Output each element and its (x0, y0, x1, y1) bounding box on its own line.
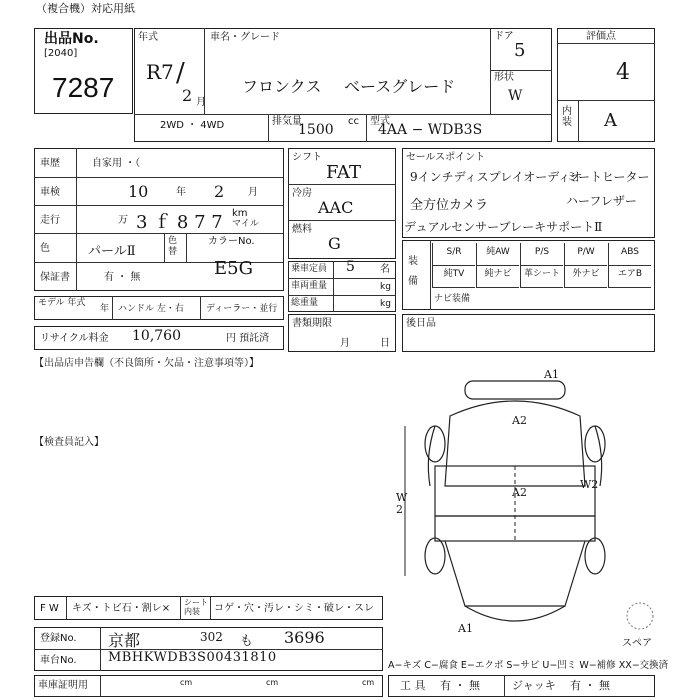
equip-item: エアB (608, 265, 651, 288)
navi-label: ナビ装備 (434, 294, 471, 304)
vin-label: 車台No. (40, 655, 77, 666)
reg-plate: 3696 (284, 628, 325, 647)
dmg-a2-hood: A2 (512, 414, 527, 427)
lot-code: [2040] (44, 48, 78, 59)
ac-value: AAC (318, 198, 354, 217)
ac-label: 冷房 (292, 188, 312, 199)
shape-value: W (508, 88, 523, 104)
equip-item: 外ナビ (564, 265, 607, 288)
equip-item: ABS (608, 243, 651, 266)
reg-pref: 京都 (108, 631, 141, 650)
lot-number: 7287 (52, 72, 115, 103)
color-label: 色 (40, 243, 50, 254)
equip-label: 装備 (408, 256, 418, 287)
mileage-label: 走行 (40, 215, 60, 226)
disp-value: 1500 (298, 122, 334, 138)
score-value: 4 (616, 60, 630, 85)
weight-unit: kg (380, 282, 391, 292)
equip-item: 純ナビ (476, 265, 519, 288)
inspection-month-unit: 月 (248, 187, 258, 198)
equip-item: P/W (564, 243, 607, 266)
selling-line3: デュアルセンサーブレーキサポートⅡ (404, 220, 603, 234)
total-weight-unit: kg (380, 299, 391, 309)
car-grade: ベースグレード (344, 77, 456, 96)
capacity-value: 5 (346, 259, 355, 275)
reg-kana: も (240, 634, 254, 649)
car-name: フロンクス (242, 77, 322, 96)
handle: ハンドル 左・右 (118, 304, 184, 314)
warranty-value: 有 ・ 無 (104, 272, 141, 283)
key-legend: A−キズ C−腐食 E−エクボ S−サビ U−凹ミ W−補修 XX−交換済 (388, 660, 669, 671)
records-month: 月 (340, 338, 350, 349)
color-value: パールⅡ (88, 244, 136, 259)
model-year-label: モデル 年式 (38, 298, 86, 308)
doors-value: 5 (514, 40, 526, 61)
records-label: 書類期限 (292, 318, 332, 329)
dealer: ディーラー・並行 (206, 304, 278, 314)
interior-label: 内装 (562, 106, 572, 128)
color-henkou: 色替 (168, 236, 178, 257)
tools-label: 工 具 (400, 679, 426, 692)
fuel-value: G (328, 234, 341, 253)
history-label: 車歴 (40, 158, 60, 169)
weight-label: 車両重量 (291, 281, 328, 291)
inspection-year-unit: 年 (176, 187, 186, 198)
equip-grid (432, 243, 652, 287)
equip-item: P/S (520, 243, 563, 266)
doors-label: ドア (494, 31, 514, 42)
selling-line1b: ミートヒーター (566, 170, 650, 184)
dmg-a1-top: A1 (544, 368, 559, 381)
inspection-month: 2 (214, 182, 225, 201)
cert-unit-2: cm (266, 678, 279, 687)
lot-label: 出品No. (44, 31, 99, 47)
model-label: 型式 (370, 116, 390, 127)
equip-item: 純AW (476, 243, 519, 266)
reg-num: 302 (200, 630, 223, 644)
disp-cc: cc (348, 116, 359, 127)
selling-label: セールスポイント (406, 152, 486, 163)
warranty-label: 保証書 (40, 272, 70, 283)
score-label: 評価点 (586, 31, 616, 42)
car-label: 車名・グレード (210, 32, 280, 43)
inspection-year: 10 (128, 182, 149, 201)
recycle-value: 10,760 (132, 328, 181, 344)
capacity-label: 乗車定員 (291, 264, 328, 274)
total-weight-label: 総重量 (291, 298, 319, 308)
selling-line2: 全方位カメラ (410, 198, 489, 213)
model-value: 4AA − WDB3S (378, 122, 483, 138)
fw-label: F W (40, 603, 59, 614)
equip-item: S/R (432, 243, 475, 266)
model-year-unit: 年 (100, 304, 110, 314)
seller-note: 【出品店申告欄（不良箇所・欠品・注意事項等）】 (34, 358, 259, 369)
recycle-unit: 円 預託済 (226, 333, 270, 344)
dmg-w2-left: W 2 (396, 491, 408, 516)
header-note: （複合機）対応用紙 (36, 2, 135, 15)
fw-legend: キズ・トビ石・割レ× (72, 603, 171, 614)
records-day: 日 (380, 338, 390, 349)
colorno-value: E5G (214, 258, 253, 279)
dmg-a2-roof: A2 (512, 486, 527, 499)
jack-value: 有 ・ 無 (570, 679, 610, 692)
drive-label: 2WD ・ 4WD (160, 120, 225, 131)
afterday-label: 後日品 (406, 318, 436, 329)
year-era: R7 (146, 60, 174, 84)
dmg-a1-bottom: A1 (458, 622, 473, 635)
disp-label: 排気量 (272, 116, 302, 127)
capacity-unit: 名 (380, 264, 390, 275)
mileage-mile: マイル (232, 219, 259, 229)
spare-label: スペア (622, 638, 652, 649)
history-value: 自家用 ・（ (92, 158, 141, 169)
fw-seat: シート 内装 (184, 598, 208, 616)
year-label: 年式 (138, 32, 158, 43)
shape-label: 形状 (494, 72, 514, 83)
cert-label: 車庫証明用 (38, 680, 88, 691)
cert-unit-1: cm (180, 678, 193, 687)
equip-item: 純TV (432, 265, 475, 288)
tools-value: 有 ・ 無 (440, 679, 480, 692)
jack-label: ジャッキ (512, 679, 556, 692)
mileage-value: 3 ｆ 8 7 7 (136, 212, 223, 233)
equip-item: 革シート (520, 265, 563, 288)
car-diagram (395, 366, 665, 646)
interior-value: A (604, 110, 617, 131)
inspection-label: 車検 (40, 187, 60, 198)
vin-value: MBHKWDB3S00431810 (108, 650, 277, 665)
selling-line1: 9インチディスプレイオーディオ (410, 170, 583, 184)
selling-line2b: ハーフレザー (566, 194, 637, 208)
shift-label: シフト (292, 152, 322, 163)
recycle-label: リサイクル料金 (40, 333, 109, 344)
shift-value: FAT (326, 162, 361, 183)
year-month: 2 (182, 86, 193, 105)
dmg-w2-right: W2 (580, 478, 599, 491)
mileage-km: km (232, 208, 248, 219)
inspector-label: 【検査員記入】 (34, 437, 104, 448)
mileage-man: 万 (118, 215, 128, 226)
fuel-label: 燃料 (292, 224, 312, 235)
year-month-unit: 月 (196, 97, 206, 108)
cert-unit-3: cm (362, 678, 375, 687)
colorno-label: カラーNo. (208, 236, 255, 247)
year-slash: / (176, 58, 185, 88)
fw-seat-legend: コゲ・穴・汚レ・シミ・破レ・スレ (214, 603, 374, 614)
afterday-box (402, 314, 655, 352)
reg-label: 登録No. (40, 633, 77, 644)
